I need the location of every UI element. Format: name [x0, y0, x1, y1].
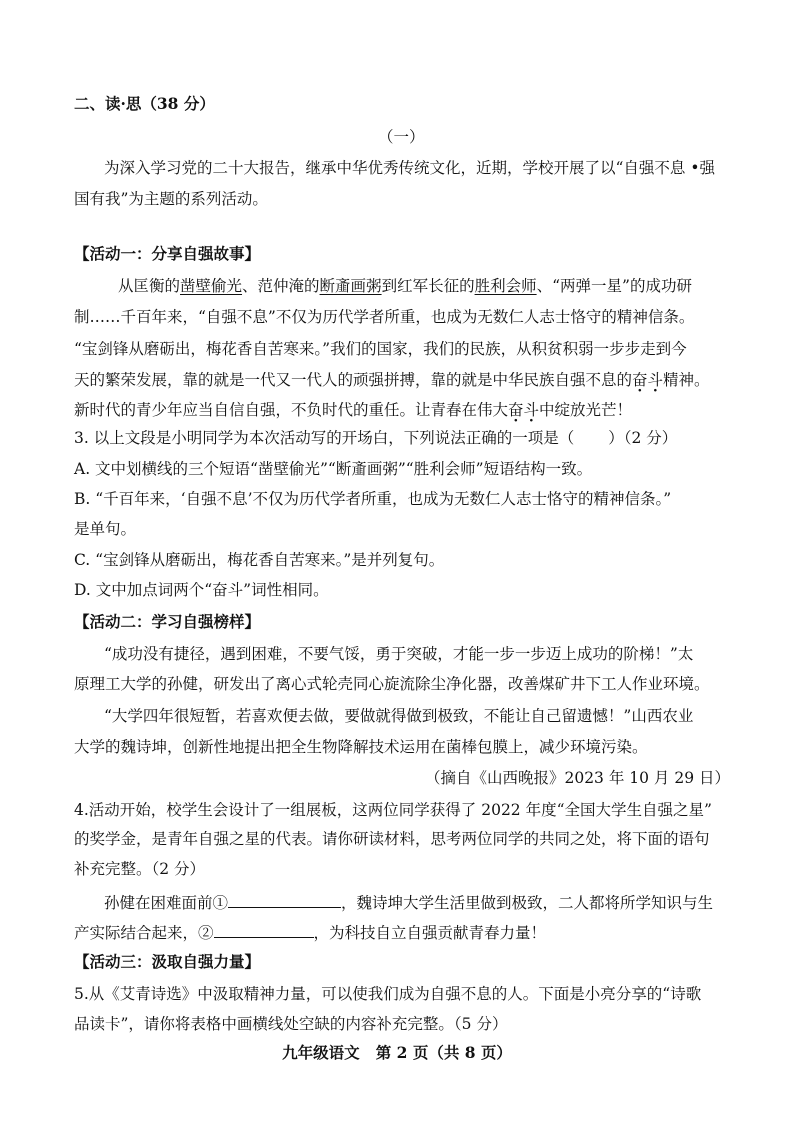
activity-2-p2-line-1: “大学四年很短暂，若喜欢便去做，要做就得做到极致，不能让自己留遗憾！”山西农业 — [104, 707, 694, 725]
dotted-word-char: 斗 — [523, 401, 540, 419]
text-segment: 孙健在困难面前① — [104, 894, 229, 912]
activity-2-p2-line-2: 大学的魏诗坤，创新性地提出把全生物降解技术运用在菌棒包膜上，减少环境污染。 — [74, 738, 648, 756]
source-citation: （摘自《山西晚报》2023 年 10 月 29 日） — [424, 769, 730, 787]
question-3-option-a: A. 文中划横线的三个短语“凿壁偷光”“断齑画粥”“胜利会师”短语结构一致。 — [74, 460, 593, 478]
activity-2-p1-line-1: “成功没有捷径，遇到困难，不要气馁，勇于突破，才能一步一步迈上成功的阶梯！”太 — [104, 645, 694, 663]
dotted-word-char: 奋 — [632, 371, 648, 389]
question-4-line-2: 的奖学金，是青年自强之星的代表。请你研读材料，思考两位同学的共同之处，将下面的语句 — [74, 830, 710, 848]
question-3-option-b-cont: 是单句。 — [74, 520, 137, 538]
fill-blank-1[interactable] — [228, 891, 341, 908]
text-segment: 新时代的青少年应当自信自强，不负时代的重任。让青春在伟大 — [74, 401, 509, 419]
activity-1-line-3: “宝剑锋从磨砺出，梅花香自苦寒来。”我们的国家，我们的民族，从积贫积弱一步步走到今 — [74, 340, 687, 358]
question-5-line-2: 品读卡”，请你将表格中画横线处空缺的内容补充完整。（5 分） — [74, 1015, 508, 1033]
question-4-fill-line-1 — [104, 891, 713, 913]
question-4-line-3: 补充完整。（2 分） — [74, 860, 206, 878]
question-3-stem — [74, 428, 677, 448]
text-segment: 、“两弹一星”的成功研 — [536, 277, 692, 295]
activity-2-p1-line-2: 原理工大学的孙健，研发出了离心式轮壳同心旋流除尘净化器，改善煤矿井下工人作业环境。 — [74, 675, 710, 693]
fill-blank-2[interactable] — [214, 921, 314, 938]
text-segment: 、范仲淹的 — [242, 277, 320, 295]
text-segment: ，魏诗坤大学生活里做到极致，二人都将所学知识与生 — [341, 894, 714, 912]
activity-1-line-4 — [74, 370, 710, 390]
question-3-option-c: C. “宝剑锋从磨砺出，梅花香自苦寒来。”是并列复句。 — [74, 551, 445, 569]
text-segment: 到红军长征的 — [381, 277, 475, 295]
activity-1-heading: 【活动一：分享自强故事】 — [74, 244, 261, 263]
question-5-line-1: 5.从《艾青诗选》中汲取精神力量，可以使我们成为自强不息的人。下面是小亮分享的“诗歌 — [74, 985, 702, 1003]
dotted-word-char: 奋 — [508, 401, 524, 419]
page-footer: 九年级语文 第 2 页（共 8 页） — [282, 1043, 512, 1062]
part-number: （一） — [378, 128, 425, 146]
activity-1-line-2: 制……千百年来，“自强不息”不仅为历代学者所重，也成为无数仁人志士恪守的精神信条。 — [74, 308, 695, 326]
underlined-phrase: 凿壁偷光 — [180, 277, 243, 295]
text-segment: 中绽放光芒！ — [539, 401, 633, 419]
activity-3-heading: 【活动三：汲取自强力量】 — [74, 952, 261, 971]
text-segment: 产实际结合起来，② — [74, 924, 214, 942]
activity-1-line-5 — [74, 400, 632, 420]
text-segment: 从匡衡的 — [118, 277, 181, 295]
dotted-word-char: 斗 — [647, 371, 664, 389]
section-title: 二、读·思（38 分） — [74, 94, 215, 113]
underlined-phrase: 胜利会师 — [474, 277, 537, 295]
intro-line-2: 国有我”为主题的系列活动。 — [74, 190, 268, 208]
question-4-fill-line-2 — [74, 921, 546, 943]
activity-1-line-1 — [118, 276, 692, 296]
question-3-option-d: D. 文中加点词两个“奋斗”词性相同。 — [74, 581, 329, 599]
text-segment: 天的繁荣发展，靠的就是一代又一代人的顽强拼搏，靠的就是中华民族自强不息的 — [74, 371, 633, 389]
text-segment: ）（2 分） — [608, 429, 678, 447]
text-segment: ，为科技自立自强贡献青春力量！ — [313, 924, 547, 942]
text-segment: 精神。 — [663, 371, 710, 389]
underlined-phrase: 断齑画粥 — [319, 277, 382, 295]
intro-line-1: 为深入学习党的二十大报告，继承中华优秀传统文化，近期，学校开展了以“自强不息 •强 — [104, 159, 715, 177]
text-segment: 3. 以上文段是小明同学为本次活动写的开场白，下列说法正确的一项是（ — [74, 429, 575, 447]
question-3-option-b: B. “千百年来，‘自强不息’不仅为历代学者所重，也成为无数仁人志士恪守的精神信条。” — [74, 490, 672, 508]
question-4-line-1: 4.活动开始，校学生会设计了一组展板，这两位同学获得了 2022 年度“全国大学生自强之星” — [74, 801, 712, 819]
activity-2-heading: 【活动二：学习自强榜样】 — [74, 612, 261, 631]
